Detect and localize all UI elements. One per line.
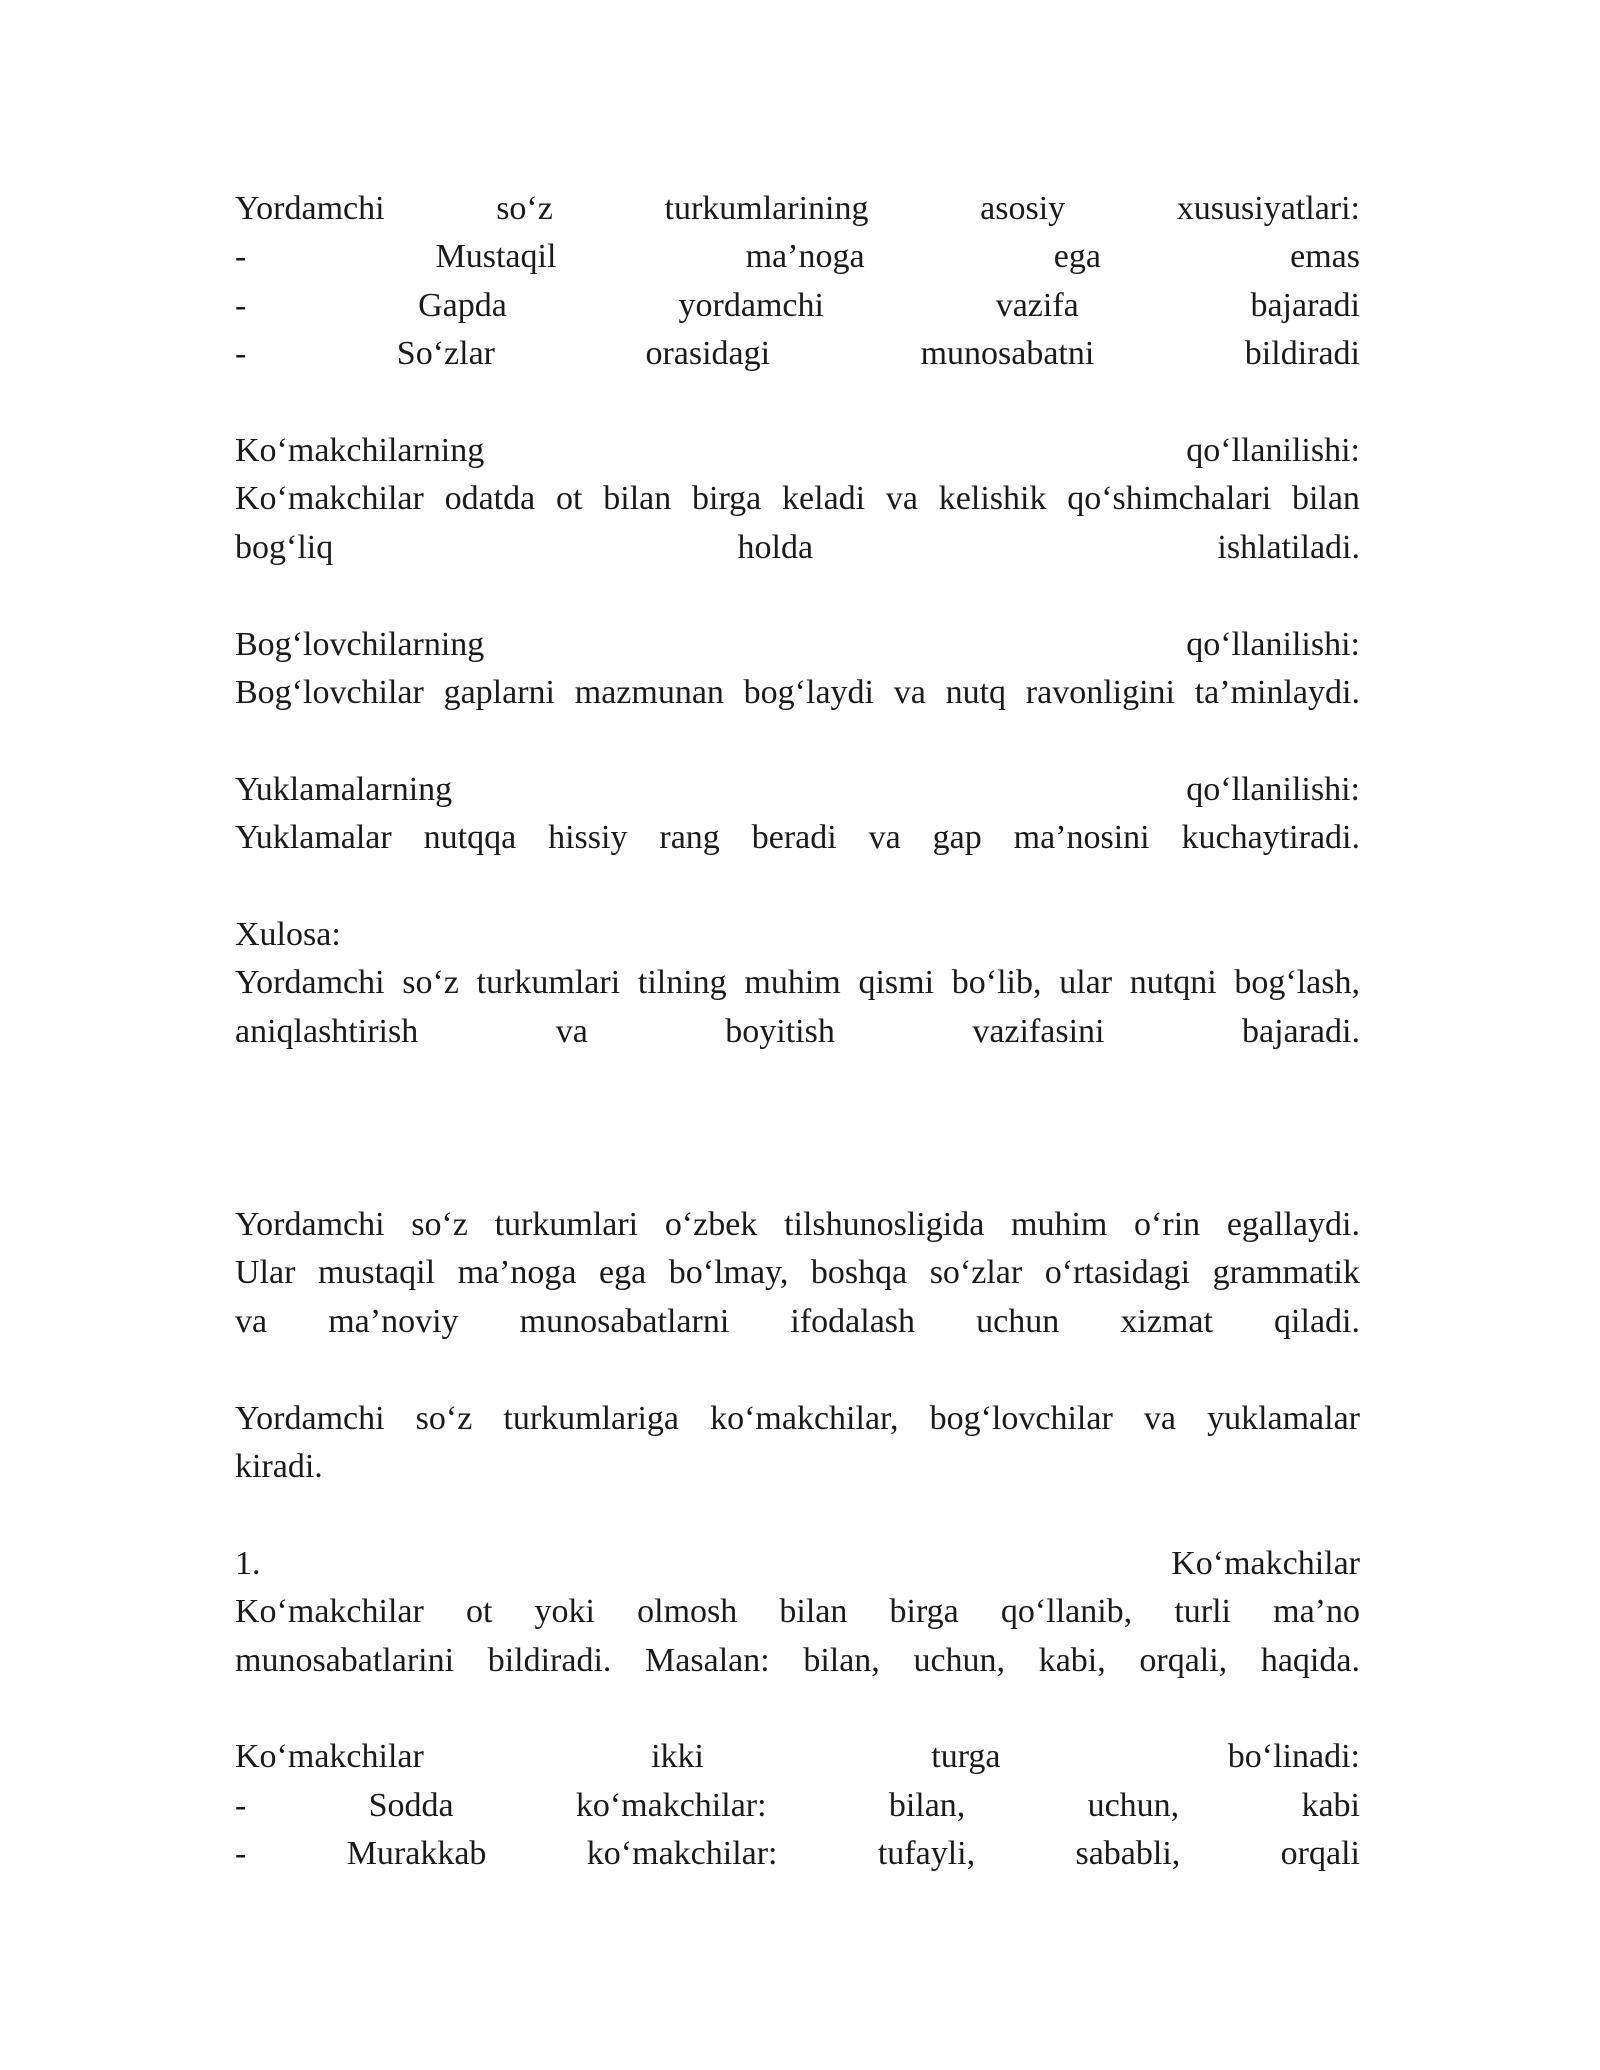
word: hissiy — [548, 819, 628, 857]
word: Masalan: — [645, 1641, 770, 1679]
word: emas — [1290, 238, 1360, 276]
word: - — [235, 335, 247, 373]
word: qismi — [858, 964, 935, 1002]
word: gap — [932, 819, 982, 857]
word: - — [235, 286, 247, 324]
word: nutqqa — [423, 819, 517, 857]
word: ma’nosini — [1013, 819, 1150, 857]
word: rang — [659, 819, 720, 857]
word: Yordamchi — [235, 1206, 385, 1244]
word: Bog‘lovchilar — [235, 673, 424, 711]
word: ravonligini — [1025, 673, 1175, 711]
text-line — [235, 1008, 1360, 1056]
word: holda — [737, 528, 814, 566]
word: bog‘lash, — [1234, 964, 1360, 1002]
text-line — [235, 1395, 1360, 1443]
word: turkumlari — [476, 964, 621, 1002]
word: Ko‘makchilar — [235, 480, 424, 518]
text-line — [235, 911, 1360, 959]
text-line — [235, 1201, 1360, 1249]
word: Yuklamalar — [235, 819, 392, 857]
word: Ko‘makchilarning — [235, 431, 485, 469]
word: o‘rtasidagi — [1044, 1254, 1191, 1292]
word: odatda — [444, 480, 536, 518]
word: turli — [1174, 1593, 1231, 1631]
word: ko‘makchilar: — [586, 1835, 778, 1873]
word: tilshunosligida — [784, 1206, 985, 1244]
word: bilan — [603, 480, 672, 518]
word: muhim — [1011, 1206, 1108, 1244]
word: egallaydi. — [1226, 1206, 1360, 1244]
word: so‘z — [411, 1206, 468, 1244]
word: beradi — [751, 819, 837, 857]
text-line — [235, 1733, 1360, 1781]
word: nutq — [945, 673, 1007, 711]
word: Ko‘makchilar — [1171, 1544, 1360, 1582]
word: kuchaytiradi. — [1181, 819, 1360, 857]
word: ko‘makchilar: — [575, 1786, 767, 1824]
word: ma’no — [1273, 1593, 1360, 1631]
word: bildiradi — [1244, 335, 1360, 373]
word: qo‘llanib, — [1000, 1593, 1133, 1631]
word: so‘z — [415, 1399, 473, 1437]
word: Yordamchi — [235, 964, 385, 1002]
text-line — [235, 475, 1360, 523]
word: ular — [1059, 964, 1113, 1002]
word: bilan — [1291, 480, 1360, 518]
text-line — [235, 1540, 1360, 1588]
word: birga — [889, 1593, 959, 1631]
word: ega — [599, 1254, 647, 1292]
word: va — [1143, 1399, 1176, 1437]
word: ko‘makchilar, — [710, 1399, 899, 1437]
word: nutqni — [1129, 964, 1217, 1002]
word: bog‘liq — [235, 528, 334, 566]
word: - — [235, 238, 247, 276]
word: so‘z — [496, 190, 553, 227]
word: ma’noga — [745, 238, 865, 276]
word: bilan, — [803, 1641, 880, 1679]
word: turkumlari — [494, 1206, 639, 1244]
word: Ko‘makchilar — [235, 1738, 424, 1776]
word: munosabatni — [920, 335, 1095, 373]
word: bilan — [779, 1593, 848, 1631]
text-line — [235, 330, 1360, 378]
word: bo‘lmay, — [668, 1254, 789, 1292]
word: vazifa — [995, 286, 1079, 324]
word: ifodalash — [790, 1302, 916, 1340]
paragraph-gap — [235, 1491, 1360, 1539]
word: aniqlashtirish — [235, 1012, 419, 1050]
word: uchun, — [913, 1641, 1006, 1679]
word: So‘zlar — [396, 335, 495, 373]
paragraph-gap — [235, 1346, 1360, 1394]
word: bajaradi — [1250, 286, 1360, 324]
text-line — [235, 1782, 1360, 1830]
text-line — [235, 1588, 1360, 1636]
word: va — [235, 1302, 268, 1340]
word: va — [893, 673, 926, 711]
word: ta’minlaydi. — [1194, 673, 1360, 711]
paragraph-gap — [235, 717, 1360, 765]
text-line — [235, 282, 1360, 330]
word: va — [555, 1012, 588, 1050]
word: bajaradi. — [1241, 1012, 1360, 1050]
word: 1. — [235, 1544, 261, 1582]
word: munosabatlarini — [235, 1641, 455, 1679]
word: kelishik — [938, 480, 1047, 518]
word: ot — [556, 480, 583, 518]
word: ishlatiladi. — [1217, 528, 1360, 566]
word: Yordamchi — [235, 1399, 385, 1437]
text-line — [235, 621, 1360, 669]
word: asosiy — [980, 190, 1066, 227]
document-page — [235, 185, 1360, 1879]
text-line — [235, 1443, 1360, 1491]
text-line — [235, 669, 1360, 717]
word: boshqa — [810, 1254, 908, 1292]
word: birga — [692, 480, 762, 518]
word: bog‘laydi — [743, 673, 874, 711]
word: - — [235, 1786, 247, 1824]
text-line — [235, 427, 1360, 475]
text-line — [235, 814, 1360, 862]
word: boyitish — [725, 1012, 835, 1050]
word: Gapda — [418, 286, 507, 324]
word: Ko‘makchilar — [235, 1593, 424, 1631]
word: bog‘lovchilar — [929, 1399, 1113, 1437]
word: qo‘llanilishi: — [1186, 625, 1360, 663]
word: Bog‘lovchilarning — [235, 625, 485, 663]
word: tilning — [637, 964, 727, 1002]
word: yoki — [534, 1593, 595, 1631]
word: o‘rin — [1134, 1206, 1201, 1244]
word: bilan, — [888, 1786, 966, 1824]
word: turga — [931, 1738, 1001, 1776]
paragraph-gap — [235, 862, 1360, 910]
word: Mustaqil — [435, 238, 557, 276]
word: Yordamchi — [235, 190, 385, 227]
word: kabi — [1301, 1786, 1360, 1824]
word: qo‘shimchalari — [1067, 480, 1272, 518]
word: qiladi. — [1274, 1302, 1360, 1340]
word: Yuklamalarning — [235, 770, 453, 808]
word: ikki — [651, 1738, 704, 1776]
text-line — [235, 1249, 1360, 1297]
paragraph-gap — [235, 1685, 1360, 1733]
word: bo‘lib, — [951, 964, 1042, 1002]
word: bo‘linadi: — [1227, 1738, 1360, 1776]
word: o‘zbek — [664, 1206, 758, 1244]
word: xususiyatlari: — [1176, 190, 1360, 227]
word: va — [885, 480, 918, 518]
word: olmosh — [637, 1593, 738, 1631]
word: vazifasini — [972, 1012, 1105, 1050]
word: xizmat — [1120, 1302, 1213, 1340]
word: ma’noga — [457, 1254, 577, 1292]
word: yuklamalar — [1207, 1399, 1360, 1437]
word: muhim — [744, 964, 841, 1002]
text-line — [235, 959, 1360, 1007]
word: bildiradi. — [487, 1641, 612, 1679]
word: yordamchi — [678, 286, 824, 324]
word: qo‘llanilishi: — [1186, 770, 1360, 808]
word: munosabatlarni — [519, 1302, 730, 1340]
paragraph-gap — [235, 1056, 1360, 1201]
word: ma’noviy — [328, 1302, 459, 1340]
text-line — [235, 185, 1360, 233]
word: Murakkab — [346, 1835, 487, 1873]
word: uchun — [976, 1302, 1060, 1340]
word: ot — [465, 1593, 493, 1631]
word: Xulosa: — [235, 915, 341, 953]
paragraph-gap — [235, 379, 1360, 427]
word: Ular — [235, 1254, 296, 1292]
word: so‘zlar — [929, 1254, 1023, 1292]
word: haqida. — [1260, 1641, 1360, 1679]
paragraph-gap — [235, 572, 1360, 620]
word: turkumlariga — [503, 1399, 680, 1437]
word: Sodda — [368, 1786, 454, 1824]
word: orqali, — [1139, 1641, 1228, 1679]
word: sababli, — [1075, 1835, 1181, 1873]
word: turkumlarining — [664, 190, 869, 227]
text-line — [235, 766, 1360, 814]
word: uchun, — [1087, 1786, 1180, 1824]
word: kiradi. — [235, 1447, 323, 1485]
word: qo‘llanilishi: — [1186, 431, 1360, 469]
text-line — [235, 1637, 1360, 1685]
word: so‘z — [402, 964, 459, 1002]
word: grammatik — [1212, 1254, 1360, 1292]
word: orasidagi — [645, 335, 771, 373]
text-line — [235, 1298, 1360, 1346]
text-line — [235, 1830, 1360, 1878]
text-line — [235, 233, 1360, 281]
word: tufayli, — [877, 1835, 976, 1873]
word: va — [868, 819, 901, 857]
word: orqali — [1280, 1835, 1360, 1873]
word: mustaqil — [317, 1254, 436, 1292]
word: - — [235, 1835, 247, 1873]
word: kabi, — [1038, 1641, 1106, 1679]
text-line — [235, 524, 1360, 572]
word: mazmunan — [574, 673, 724, 711]
word: keladi — [782, 480, 866, 518]
word: gaplarni — [443, 673, 555, 711]
word: ega — [1053, 238, 1101, 276]
